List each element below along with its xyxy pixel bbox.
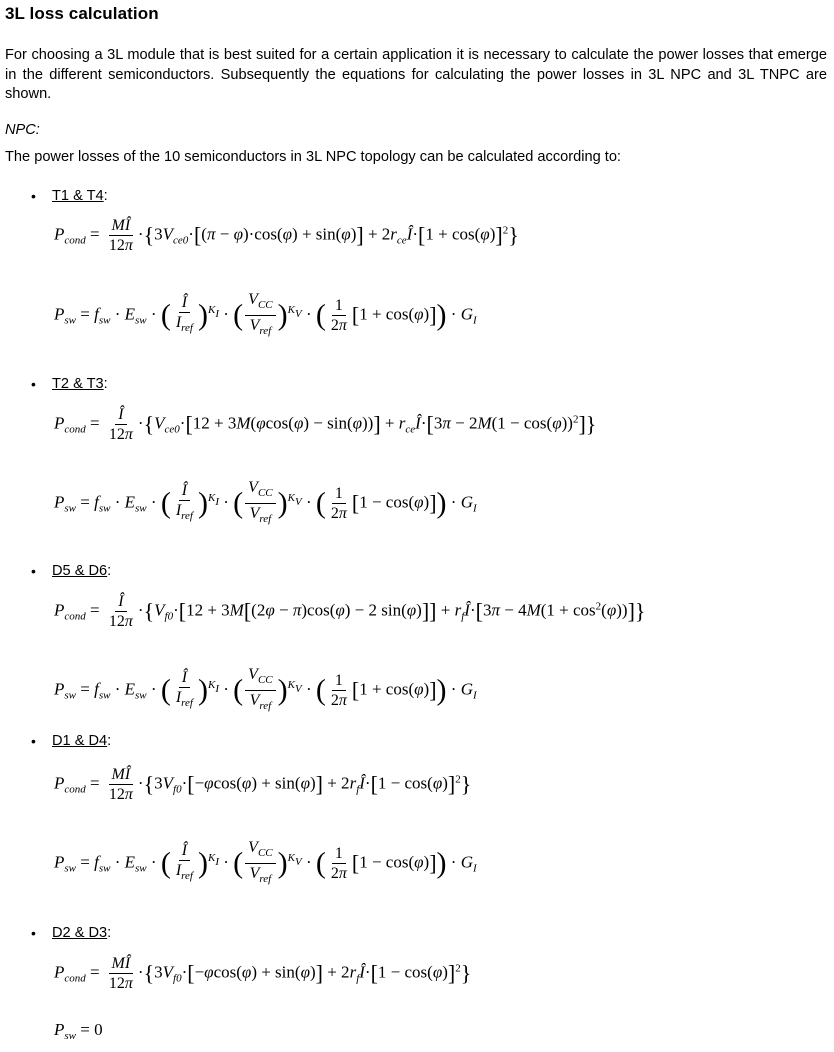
pcond-equation-d2-d3: $P_{cond}$ = $\frac{MÎ}{12\pi}$ $\cdot\{3V_{f0}\cdot[-\varphi\cos(\varphi) + \sin(\varphi)]$ + $2r_fÎ\cdot[1 - \cos(\varphi)]^2$} (54, 955, 472, 992)
section-title-d5-d6: D5 & D6: (52, 563, 112, 579)
section-title-d1-d4: D1 & D4: (52, 733, 112, 749)
psw-equation-d1-d4: $P_{sw} = f_{sw} \cdot E_{sw}$ · ( $\frac{Î}{I_{ref}}$ )$^{K_I}$ · ( $\frac{V_{CC}}{V_{ref}}$ )$^{K_V}$ · ( $\frac{1}{2\pi}$ $[1 - \cos(\varphi)]) \cdot G_I$ (54, 839, 477, 885)
psw-equation-d5-d6: $P_{sw} = f_{sw} \cdot E_{sw}$ · ( $\frac{Î}{I_{ref}}$ )$^{K_I}$ · ( $\frac{V_{CC}}{V_{ref}}$ )$^{K_V}$ · ( $\frac{1}{2\pi}$ $[1 + \cos(\varphi)]) \cdot G_I$ (54, 666, 477, 712)
pcond-equation-d5-d6: $P_{cond}$ = $\frac{Î}{12\pi}$ $\cdot\{V_{f0}\cdot[12 + 3M[(2\varphi - \pi)\cos(\varphi) - 2$ $\sin(\varphi)]] + r_fÎ\cdot[3\pi - 4M(1 + \cos^2(\varphi))]$} (54, 593, 646, 630)
npc-label: NPC: (5, 122, 40, 138)
psw-equation-d2-d3: $P_{sw} = 0$ (54, 1020, 103, 1042)
section-title-t1-t4: T1 & T4: (52, 188, 108, 204)
psw-equation-t2-t3: $P_{sw} = f_{sw} \cdot E_{sw}$ · ( $\frac{Î}{I_{ref}}$ )$^{K_I}$ · ( $\frac{V_{CC}}{V_{ref}}$ )$^{K_V}$ · ( $\frac{1}{2\pi}$ $[1 - \cos(\varphi)]) \cdot G_I$ (54, 479, 477, 525)
npc-description: The power losses of the 10 semiconductors in 3L NPC topology can be calculated according to: (5, 149, 621, 165)
pcond-equation-t2-t3: $P_{cond}$ = $\frac{Î}{12\pi}$ $\cdot\{V_{ce0}\cdot[12 + 3M(\varphi\cos(\varphi) - \sin(\varphi))]$ + $r_{ce}Î\cdot[3\pi - 2M(1 - \cos(\varphi))^2]$} (54, 406, 597, 443)
bullet-icon: • (31, 733, 36, 749)
psw-zero-value: = 0 (80, 1020, 103, 1039)
section-title-d2-d3: D2 & D3: (52, 925, 112, 941)
intro-paragraph: For choosing a 3L module that is best suited for a certain application it is necessary to calculate the power losses that emerge in the different semiconductors. Subsequently the equations for calculating the power losses in 3L NPC and 3L TNPC are shown. (5, 47, 827, 103)
psw-equation-t1-t4: $P_{sw} = f_{sw} \cdot E_{sw}$ · ( $\frac{Î}{I_{ref}}$ )$^{K_I}$ · ( $\frac{V_{CC}}{V_{ref}}$ )$^{K_V}$ · ( $\frac{1}{2\pi}$ $[1 + \cos(\varphi)]) \cdot G_I$ (54, 291, 477, 337)
bullet-icon: • (31, 376, 36, 392)
section-title-t2-t3: T2 & T3: (52, 376, 108, 392)
pcond-equation-d1-d4: $P_{cond}$ = $\frac{MÎ}{12\pi}$ $\cdot\{3V_{f0}\cdot[-\varphi\cos(\varphi) + \sin(\varphi)]$ + $2r_fÎ\cdot[1 - \cos(\varphi)]^2$} (54, 766, 472, 803)
bullet-icon: • (31, 563, 36, 579)
page-title: 3L loss calculation (5, 4, 159, 23)
bullet-icon: • (31, 925, 36, 941)
bullet-icon: • (31, 188, 36, 204)
pcond-equation-t1-t4: $P_{cond}$ = $\frac{MÎ}{12\pi}$ $\cdot\{3V_{ce0}\cdot[(\pi - \varphi)\cdot\cos(\varphi) + \sin(\varphi)]$ + $2r_{ce}Î\cdot[1 + \cos(\varphi)]^2$} (54, 217, 519, 254)
